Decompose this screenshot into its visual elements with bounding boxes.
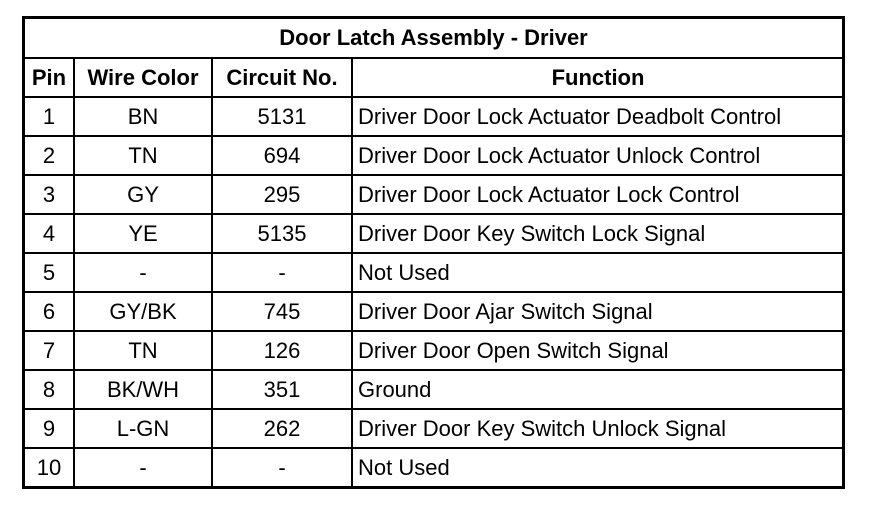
cell-pin: 3 [24, 175, 75, 214]
table-row [24, 409, 844, 448]
cell-wire-color: GY/BK [74, 292, 212, 331]
cell-function: Not Used [352, 253, 844, 292]
cell-pin: 1 [24, 97, 75, 136]
cell-circuit-no: - [212, 253, 352, 292]
cell-function: Driver Door Ajar Switch Signal [352, 292, 844, 331]
cell-wire-color: BK/WH [74, 370, 212, 409]
cell-circuit-no: 295 [212, 175, 352, 214]
cell-function: Driver Door Lock Actuator Lock Control [352, 175, 844, 214]
cell-circuit-no: 5135 [212, 214, 352, 253]
table-title: Door Latch Assembly - Driver [24, 18, 844, 59]
cell-wire-color: - [74, 448, 212, 488]
pinout-table [22, 16, 845, 489]
header-circuit-no: Circuit No. [212, 58, 352, 97]
cell-pin: 9 [24, 409, 75, 448]
cell-wire-color: YE [74, 214, 212, 253]
cell-function: Not Used [352, 448, 844, 488]
title-row [24, 18, 844, 59]
cell-circuit-no: 694 [212, 136, 352, 175]
cell-function: Driver Door Open Switch Signal [352, 331, 844, 370]
cell-wire-color: TN [74, 331, 212, 370]
cell-circuit-no: 745 [212, 292, 352, 331]
header-wire-color: Wire Color [74, 58, 212, 97]
cell-function: Driver Door Lock Actuator Deadbolt Control [352, 97, 844, 136]
table-row [24, 175, 844, 214]
cell-function: Driver Door Key Switch Unlock Signal [352, 409, 844, 448]
cell-wire-color: BN [74, 97, 212, 136]
cell-wire-color: L-GN [74, 409, 212, 448]
table-row [24, 214, 844, 253]
table-body [24, 97, 844, 488]
cell-circuit-no: 126 [212, 331, 352, 370]
table-row [24, 292, 844, 331]
header-row [24, 58, 844, 97]
cell-pin: 8 [24, 370, 75, 409]
table-row [24, 448, 844, 488]
cell-function: Driver Door Key Switch Lock Signal [352, 214, 844, 253]
table-row [24, 97, 844, 136]
cell-function: Ground [352, 370, 844, 409]
table-row [24, 253, 844, 292]
header-pin: Pin [24, 58, 75, 97]
cell-circuit-no: 262 [212, 409, 352, 448]
table-row [24, 370, 844, 409]
cell-pin: 2 [24, 136, 75, 175]
cell-wire-color: - [74, 253, 212, 292]
cell-pin: 5 [24, 253, 75, 292]
cell-circuit-no: 5131 [212, 97, 352, 136]
cell-circuit-no: 351 [212, 370, 352, 409]
cell-pin: 10 [24, 448, 75, 488]
cell-circuit-no: - [212, 448, 352, 488]
cell-pin: 4 [24, 214, 75, 253]
cell-function: Driver Door Lock Actuator Unlock Control [352, 136, 844, 175]
table-row [24, 136, 844, 175]
cell-wire-color: TN [74, 136, 212, 175]
cell-wire-color: GY [74, 175, 212, 214]
cell-pin: 6 [24, 292, 75, 331]
table-row [24, 331, 844, 370]
cell-pin: 7 [24, 331, 75, 370]
header-function: Function [352, 58, 844, 97]
